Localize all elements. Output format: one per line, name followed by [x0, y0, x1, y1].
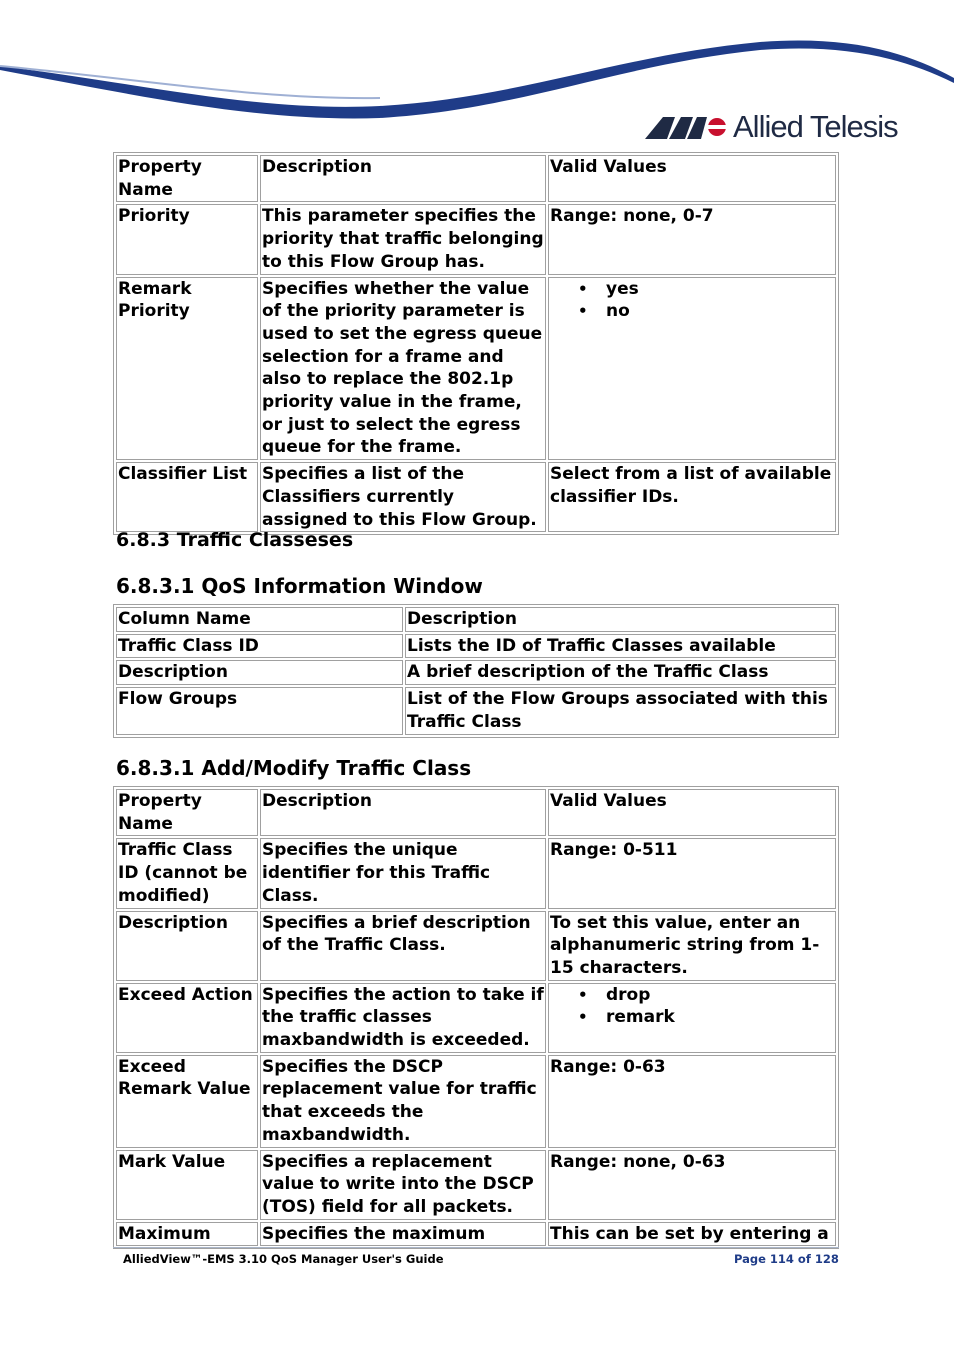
- valid-values-cell: [548, 277, 836, 461]
- description-cell: Lists the ID of Traffic Classes available: [405, 634, 836, 659]
- description-cell: Specifies whether the value of the priority parameter is used to set the egress queue selection for a frame and also to replace the 802.1p priority value in the frame, or just to select the egress queue for the frame.: [260, 277, 546, 461]
- table-row: [116, 277, 836, 461]
- qos-information-table: [113, 604, 839, 738]
- list-item: • yes: [550, 278, 834, 301]
- table-row: [116, 911, 836, 981]
- header-property-name: Property Name: [116, 155, 258, 202]
- logo-wordmark: Allied Telesis: [733, 109, 898, 144]
- section-heading: 6.8.3.1 QoS Information Window: [116, 574, 483, 598]
- valid-values-cell: This can be set by entering a: [548, 1222, 836, 1247]
- table-row: [116, 204, 836, 274]
- property-name-cell: Exceed Remark Value: [116, 1055, 258, 1148]
- table-row: [116, 1055, 836, 1148]
- description-cell: Specifies the action to take if the traffic classes maxbandwidth is exceeded.: [260, 983, 546, 1053]
- table-row: [116, 660, 836, 685]
- description-cell: Specifies a brief description of the Traffic Class.: [260, 911, 546, 981]
- table-row: [116, 983, 836, 1053]
- description-cell: Specifies a replacement value to write into the DSCP (TOS) field for all packets.: [260, 1150, 546, 1220]
- traffic-class-properties-table: [113, 786, 839, 1249]
- bullet-list: [550, 984, 834, 1029]
- column-name-cell: Description: [116, 660, 403, 685]
- property-name-cell: Maximum: [116, 1222, 258, 1247]
- property-name-cell: Classifier List: [116, 462, 258, 532]
- valid-values-cell: Range: none, 0-7: [548, 204, 836, 274]
- list-item: • drop: [550, 984, 834, 1007]
- property-name-cell: Exceed Action: [116, 983, 258, 1053]
- flow-group-properties-table: [113, 152, 839, 535]
- valid-values-cell: To set this value, enter an alphanumeric string from 1-15 characters.: [548, 911, 836, 981]
- valid-values-cell: Range: none, 0-63: [548, 1150, 836, 1220]
- table-row: [116, 634, 836, 659]
- property-name-cell: Mark Value: [116, 1150, 258, 1220]
- table-header-row: [116, 789, 836, 836]
- table-header-row: [116, 155, 836, 202]
- section-heading: 6.8.3 Traffic Classeses: [116, 529, 354, 551]
- valid-values-cell: Range: 0-511: [548, 838, 836, 908]
- property-name-cell: Remark Priority: [116, 277, 258, 461]
- footer-page-number: Page 114 of 128: [734, 1252, 839, 1266]
- description-cell: Specifies the unique identifier for this Traffic Class.: [260, 838, 546, 908]
- header-valid-values: Valid Values: [548, 155, 836, 202]
- property-name-cell: Priority: [116, 204, 258, 274]
- allied-telesis-logo: [645, 110, 898, 144]
- header-description: Description: [260, 155, 546, 202]
- table-row: [116, 838, 836, 908]
- description-cell: A brief description of the Traffic Class: [405, 660, 836, 685]
- column-name-cell: Traffic Class ID: [116, 634, 403, 659]
- table-row: [116, 1150, 836, 1220]
- valid-values-cell: [548, 983, 836, 1053]
- table-row: [116, 1222, 836, 1247]
- header-column-name: Column Name: [116, 607, 403, 632]
- table-header-row: [116, 607, 836, 632]
- header-description: Description: [260, 789, 546, 836]
- list-item: • no: [550, 300, 834, 323]
- header-property-name: Property Name: [116, 789, 258, 836]
- list-item: • remark: [550, 1006, 834, 1029]
- footer-document-title: AlliedView™-EMS 3.10 QoS Manager User's Guide: [123, 1252, 444, 1266]
- description-cell: Specifies a list of the Classifiers currently assigned to this Flow Group.: [260, 462, 546, 532]
- valid-values-cell: Select from a list of available classifier IDs.: [548, 462, 836, 532]
- description-cell: Specifies the DSCP replacement value for traffic that exceeds the maxbandwidth.: [260, 1055, 546, 1148]
- description-cell: List of the Flow Groups associated with this Traffic Class: [405, 687, 836, 734]
- table-row: [116, 462, 836, 532]
- column-name-cell: Flow Groups: [116, 687, 403, 734]
- header-valid-values: Valid Values: [548, 789, 836, 836]
- header-description: Description: [405, 607, 836, 632]
- property-name-cell: Description: [116, 911, 258, 981]
- bullet-list: [550, 278, 834, 323]
- table-row: [116, 687, 836, 734]
- description-cell: This parameter specifies the priority that traffic belonging to this Flow Group has.: [260, 204, 546, 274]
- footer-divider: [113, 1247, 839, 1248]
- valid-values-cell: Range: 0-63: [548, 1055, 836, 1148]
- section-heading: 6.8.3.1 Add/Modify Traffic Class: [116, 756, 472, 780]
- property-name-cell: Traffic Class ID (cannot be modified): [116, 838, 258, 908]
- description-cell: Specifies the maximum: [260, 1222, 546, 1247]
- logo-mark-icon: [645, 113, 727, 141]
